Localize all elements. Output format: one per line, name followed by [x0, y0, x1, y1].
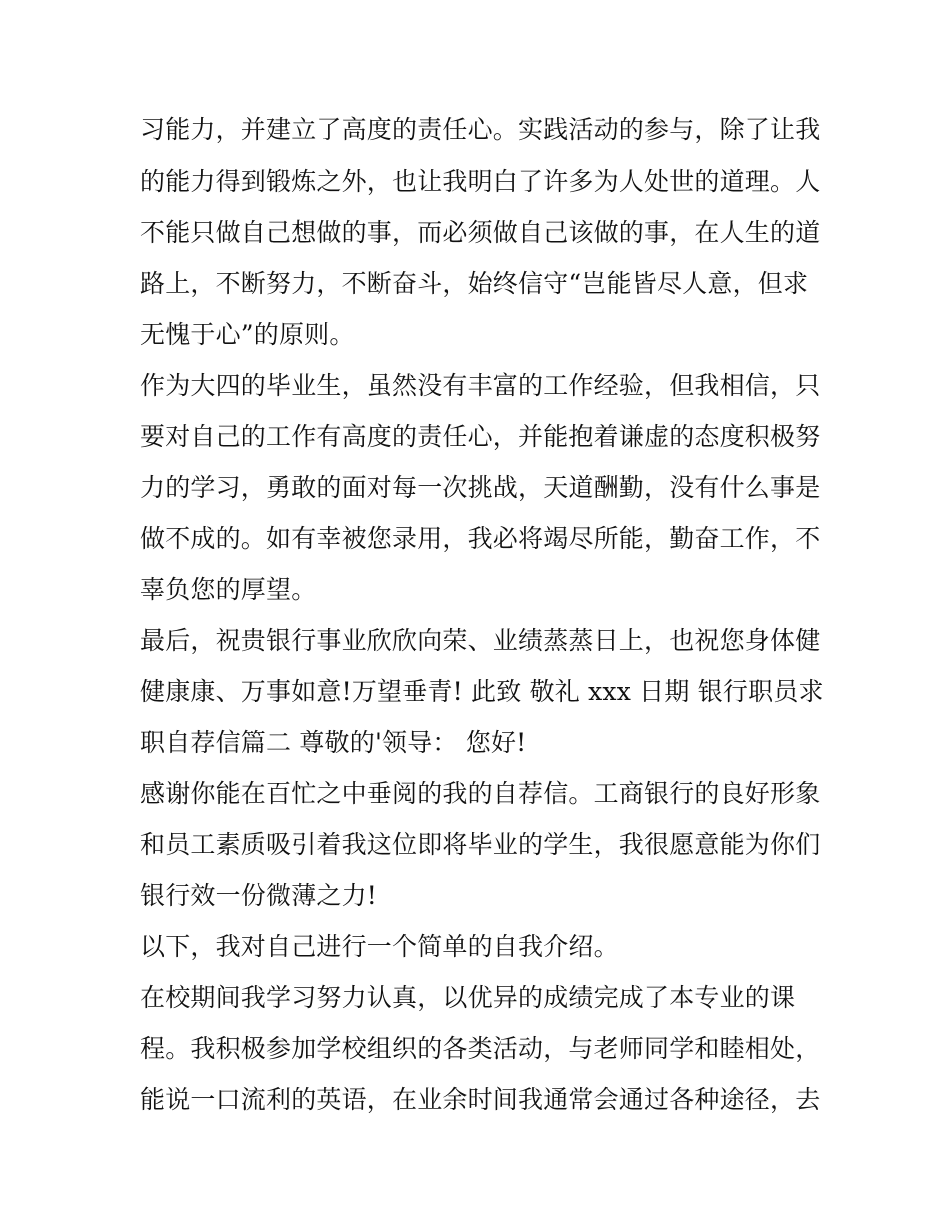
- text-line: 辜负您的厚望。: [140, 575, 317, 604]
- text-line: 力的学习，勇敢的面对每一次挑战，天道酬勤，没有什么事是: [140, 473, 821, 502]
- text-line: 感谢你能在百忙之中垂阅的我的自荐信。工商银行的良好形象: [140, 779, 821, 808]
- text-line: 和员工素质吸引着我这位即将毕业的学生，我很愿意能为你们: [140, 830, 821, 859]
- text-line: 银行效一份微薄之力!: [140, 881, 378, 910]
- text-line: 职自荐信篇二 尊敬的'领导： 您好!: [140, 728, 527, 757]
- text-line: 以下，我对自己进行一个简单的自我介绍。: [140, 932, 619, 961]
- text-line: 要对自己的工作有高度的责任心，并能抱着谦虚的态度积极努: [140, 422, 821, 451]
- text-line: 作为大四的毕业生，虽然没有丰富的工作经验，但我相信，只: [140, 371, 821, 400]
- text-line: 做不成的。如有幸被您录用，我必将竭尽所能，勤奋工作，不: [140, 524, 821, 553]
- text-line: 在校期间我学习努力认真，以优异的成绩完成了本专业的课: [140, 983, 796, 1012]
- text-line: 习能力，并建立了高度的责任心。实践活动的参与，除了让我: [140, 115, 821, 144]
- text-line: 路上，不断努力，不断奋斗，始终信守“岂能皆尽人意，但求: [140, 269, 809, 298]
- text-line: 程。我积极参加学校组织的各类活动，与老师同学和睦相处，: [140, 1034, 821, 1063]
- text-line: 的能力得到锻炼之外，也让我明白了许多为人处世的道理。人: [140, 167, 821, 196]
- text-line: 无愧于心”的原则。: [140, 320, 355, 349]
- text-line: 不能只做自己想做的事，而必须做自己该做的事，在人生的道: [140, 218, 821, 247]
- text-line: 能说一口流利的英语，在业余时间我通常会通过各种途径，去: [140, 1085, 821, 1114]
- text-line: 健康康、万事如意!万望垂青! 此致 敬礼 xxx 日期 银行职员求: [140, 677, 824, 706]
- text-line: 最后，祝贵银行事业欣欣向荣、业绩蒸蒸日上，也祝您身体健: [140, 626, 821, 655]
